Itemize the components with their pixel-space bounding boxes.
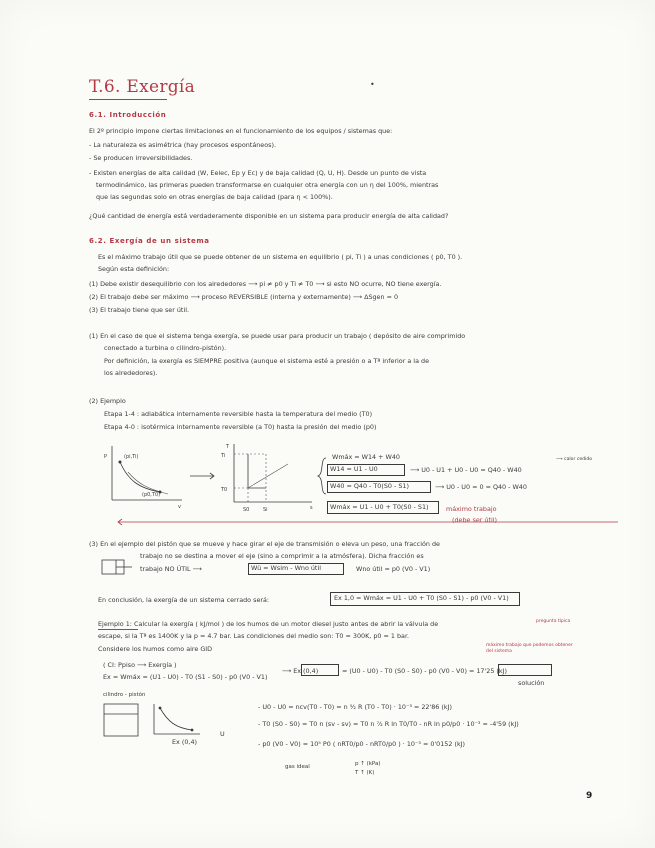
ideal-gas-note: gas ideal — [285, 764, 310, 770]
ts-isobar — [248, 464, 288, 488]
result-line-1: - U0 - U0 = ncv(T0 - T0) = n ⁵⁄₂ R (T0 - T0) · 10⁻³ = 22'86 (kJ) — [258, 703, 452, 711]
ts-diagram — [220, 444, 313, 513]
pv-diagram — [104, 446, 182, 510]
example-eq-1: ( CI: Ppiso ⟶ Exergía ) — [103, 661, 177, 669]
ts-t0-label: T0 — [221, 487, 228, 493]
example-line-3: Considere los humos como aire GID — [98, 645, 213, 653]
exergy-box — [301, 664, 339, 676]
exergy-definition-intro: Según esta definición: — [98, 265, 170, 273]
heat-released-note: ⟶ calor cedido — [556, 457, 593, 462]
pv-isotherm-curve — [128, 472, 168, 494]
solution-label: solución — [518, 679, 545, 687]
pv-adiabatic-curve — [120, 462, 160, 492]
point-1-a: (1) En el caso de que el sistema tenga exergía, se puede usar para producir un trabajo ( depósito de aire comprimido — [89, 332, 466, 340]
condition-3: (3) El trabajo tiene que ser útil. — [89, 306, 190, 314]
ts-s-label: s — [310, 505, 313, 511]
title-underline — [89, 99, 167, 100]
point-3-c: trabajo NO ÚTIL ⟶ — [140, 565, 202, 573]
point-1-d: los alrededores). — [104, 369, 158, 377]
intro-question: ¿Qué cantidad de energía está verdaderamente disponible en un sistema para producir energía de alta calidad? — [89, 212, 449, 220]
example-line-2: escape, si la Tª es 1400K y la p = 4.7 bar. Las condiciones del medio son: T0 = 300K, p0 = 1 bar. — [98, 632, 410, 640]
result-unit-p: p ↑ (kPa) — [355, 761, 381, 767]
intro-bullet-3c: que las segundas solo en otras energías de baja calidad (para η < 100%). — [96, 193, 333, 201]
page-number: 9 — [586, 791, 593, 801]
cylinder-piston-label: cilindro - pistón — [103, 692, 146, 698]
non-useful-work-eq: Wno útil = p0 (V0 - V1) — [356, 565, 431, 573]
result-line-2: - T0 (S0 - S0) = T0 n (sv - sv) = T0 n ⁷⁄₂ R ln T0/T0 - nR ln p0/p0 · 10⁻³ = -4'59 (kJ) — [258, 720, 519, 728]
example-pv-point-0 — [191, 729, 194, 732]
section-heading-intro: 6.1. Introducción — [89, 111, 167, 119]
example-pv-point-1 — [159, 707, 162, 710]
example-underline — [98, 629, 138, 630]
intro-bullet-1: - La naturaleza es asimétrica (hay procesos espontáneos). — [89, 141, 276, 149]
example-line-1: Ejemplo 1: Calcular la exergía ( kJ/mol ) de los humos de un motor diesel justo antes de abrir la válvula de — [98, 620, 439, 628]
eq-w14: W14 = U1 - U0 — [330, 465, 378, 473]
pv-p-label: P — [104, 454, 108, 460]
ts-t-label: T — [226, 444, 230, 450]
eq-wmax: Wmáx = W14 + W40 — [332, 453, 400, 461]
intro-line: El 2º principio impone ciertas limitaciones en el funcionamiento de los equipos / sistemas que: — [89, 127, 393, 135]
example-u-label: U — [220, 730, 225, 738]
typical-question-note: pregunta típica — [536, 619, 571, 624]
pv-point-1 — [119, 461, 122, 464]
max-work-note: máximo trabajo — [446, 505, 497, 513]
eq-u-balance: ⟶ U0 - U1 + U0 - U0 = Q40 - W40 — [410, 466, 522, 474]
exergy-definition: Es el máximo trabajo útil que se puede obtener de un sistema en equilibrio ( pi, Ti ) a unas condiciones ( p0, T0 ). — [98, 253, 463, 261]
ink-dot: • — [370, 80, 375, 89]
result-box — [498, 664, 552, 676]
example-eq-4: = (U0 - U0) - T0 (S0 - S0) - p0 (V0 - V0) = 17'25 (kJ) — [342, 667, 507, 675]
example-eq-3: ⟶ Ex (0,4) — [282, 667, 319, 675]
result-unit-t: T ↑ (K) — [355, 770, 375, 776]
point-3-b: trabajo no se destina a mover el eje (sino a comprimir a la atmósfera). Dicha fracción es — [140, 552, 424, 560]
pv-point-1-label: (pi,Ti) — [124, 454, 139, 460]
intro-bullet-2: - Se producen irreversibilidades. — [89, 154, 193, 162]
conclusion-formula: Ex 1,0 = Wmáx = U1 - U0 + T0 (S0 - S1) - p0 (V0 - V1) — [334, 594, 509, 602]
eq-u-zero: ⟶ U0 - U0 = 0 = Q40 - W40 — [435, 483, 527, 491]
example-cylinder — [104, 704, 138, 736]
eq-w40: W40 = Q40 - T0(S0 - S1) — [330, 482, 409, 490]
condition-1: (1) Debe existir desequilibrio con los alrededores ⟶ pi ≠ p0 y Ti ≠ T0 ⟶ si esto NO ocurre, NO tiene exergía. — [89, 280, 442, 288]
ts-ti-label: Ti — [221, 453, 226, 459]
section-heading-exergy: 6.2. Exergía de un sistema — [89, 237, 210, 245]
pv-point-0-label: (p0,T0) — [142, 492, 161, 498]
condition-2: (2) El trabajo debe ser máximo ⟶ proceso REVERSIBLE (interna y externamente) ⟶ ΔSgen = 0 — [89, 293, 399, 301]
example-eq-2: Ex = Wmáx = (U1 - U0) - T0 (S1 - S0) - p0 (V0 - V1) — [103, 673, 268, 681]
ts-si-label: Si — [263, 507, 268, 513]
result-line-3: - p0 (V0 - V0) = 10⁵ P0 ( nRT0/p0 - nRT0/p0 ) · 10⁻³ = 0'0152 (kJ) — [258, 740, 466, 748]
point-1-c: Por definición, la exergía es SIEMPRE positiva (aunque el sistema esté a presión o a Tª inferior a la de — [104, 357, 430, 365]
intro-bullet-3a: - Existen energías de alta calidad (W, Eelec, Ep y Ec) y de baja calidad (Q, U, H). Desde un punto de vista — [89, 169, 427, 177]
pv-v-label: v — [178, 504, 181, 510]
conclusion-text: En conclusión, la exergía de un sistema cerrado será: — [98, 596, 270, 604]
example-ex-label: Ex (0,4) — [172, 738, 198, 746]
useful-work-note: (debe ser útil) — [452, 516, 498, 524]
intro-bullet-3b: termodinámico, las primeras pueden transformarse en cualquier otra energía con un η del 100%, mientras — [96, 181, 439, 189]
page-title: T.6. Exergía — [89, 77, 196, 97]
point-2: (2) Ejemplo — [89, 397, 126, 405]
eq-final: Wmáx = U1 - U0 + T0(S0 - S1) — [330, 503, 429, 511]
stage-1-4: Etapa 1-4 : adiabática internamente reversible hasta la temperatura del medio (T0) — [104, 410, 373, 418]
piston-sketch — [100, 556, 134, 578]
useful-work-eq: Wü = Wsim - Wno útil — [251, 564, 321, 572]
point-3-a: (3) En el ejemplo del pistón que se mueve y hace girar el eje de transmisión o eleva un peso, una fracción de — [89, 540, 440, 548]
stage-4-0: Etapa 4-0 : isotérmica internamente reversible (a T0) hasta la presión del medio (p0) — [104, 423, 377, 431]
equation-brace — [318, 458, 326, 494]
example-pv-curve — [160, 708, 192, 730]
max-work-obtainable-note: máximo trabajo que podemos obtener del sistema — [486, 643, 573, 654]
ts-s0-label: S0 — [243, 507, 250, 513]
point-1-b: conectado a turbina o cilindro-pistón). — [104, 344, 227, 352]
